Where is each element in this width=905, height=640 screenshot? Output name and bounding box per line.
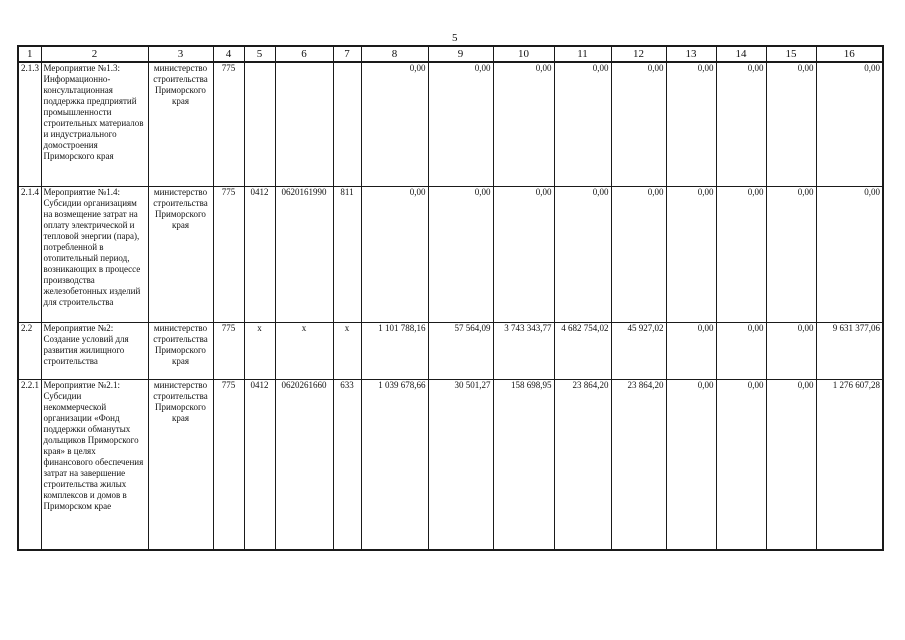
amount-cell: 0,00 xyxy=(766,186,816,322)
measure-name: Мероприятие №2.1: Субсидии некоммерческой организации «Фонд поддержки обманутых дольщиков Приморского края» в целях финансового обеспечения затрат на завершение строительства жилых комплексов и домов в Приморском крае xyxy=(41,379,148,550)
amount-cell: 0,00 xyxy=(766,322,816,379)
column-header: 8 xyxy=(361,46,428,62)
executor: министерство строительства Приморского края xyxy=(148,62,213,186)
amount-cell: 0,00 xyxy=(816,186,883,322)
column-header: 14 xyxy=(716,46,766,62)
grbs-code: 775 xyxy=(213,186,244,322)
column-header: 3 xyxy=(148,46,213,62)
amount-cell: 0,00 xyxy=(666,62,716,186)
amount-cell: 57 564,09 xyxy=(428,322,493,379)
vr-code: 811 xyxy=(333,186,361,322)
amount-cell: 0,00 xyxy=(361,186,428,322)
measure-name: Мероприятие №1.3: Информационно-консультационная поддержка предприятий промышленности строительных материалов и индустриального домостроения Приморского края xyxy=(41,62,148,186)
csr-code: 0620161990 xyxy=(275,186,333,322)
table-row xyxy=(18,322,883,379)
amount-cell: 158 698,95 xyxy=(493,379,554,550)
grbs-code: 775 xyxy=(213,62,244,186)
measure-name: Мероприятие №1.4: Субсидии организациям на возмещение затрат на оплату электрической и тепловой энергии (пара), потребленной в отопительный период, возникающих в процессе производства железобетонных изделий для строительства xyxy=(41,186,148,322)
grbs-code: 775 xyxy=(213,379,244,550)
header-row xyxy=(18,46,883,62)
amount-cell: 3 743 343,77 xyxy=(493,322,554,379)
column-header: 5 xyxy=(244,46,275,62)
column-header: 4 xyxy=(213,46,244,62)
amount-cell: 0,00 xyxy=(816,62,883,186)
column-header: 12 xyxy=(611,46,666,62)
vr-code xyxy=(333,62,361,186)
amount-cell: 0,00 xyxy=(554,186,611,322)
amount-cell: 0,00 xyxy=(716,62,766,186)
amount-cell: 1 101 788,16 xyxy=(361,322,428,379)
column-header: 11 xyxy=(554,46,611,62)
executor: министерство строительства Приморского края xyxy=(148,186,213,322)
column-header: 16 xyxy=(816,46,883,62)
column-header: 9 xyxy=(428,46,493,62)
column-header: 15 xyxy=(766,46,816,62)
amount-cell: 0,00 xyxy=(716,186,766,322)
amount-cell: 4 682 754,02 xyxy=(554,322,611,379)
rzpr-code: 0412 xyxy=(244,186,275,322)
table-row xyxy=(18,379,883,550)
row-number: 2.1.3 xyxy=(18,62,41,186)
amount-cell: 0,00 xyxy=(766,379,816,550)
column-header: 13 xyxy=(666,46,716,62)
page-number: 5 xyxy=(452,32,458,44)
rzpr-code: x xyxy=(244,322,275,379)
executor: министерство строительства Приморского края xyxy=(148,379,213,550)
table-row xyxy=(18,186,883,322)
csr-code: 0620261660 xyxy=(275,379,333,550)
vr-code: x xyxy=(333,322,361,379)
rzpr-code xyxy=(244,62,275,186)
amount-cell: 23 864,20 xyxy=(611,379,666,550)
row-number: 2.2 xyxy=(18,322,41,379)
amount-cell: 9 631 377,06 xyxy=(816,322,883,379)
amount-cell: 0,00 xyxy=(493,62,554,186)
budget-table xyxy=(17,45,884,551)
column-header: 2 xyxy=(41,46,148,62)
amount-cell: 0,00 xyxy=(611,62,666,186)
amount-cell: 1 039 678,66 xyxy=(361,379,428,550)
grbs-code: 775 xyxy=(213,322,244,379)
table-row xyxy=(18,62,883,186)
amount-cell: 0,00 xyxy=(611,186,666,322)
column-header: 6 xyxy=(275,46,333,62)
amount-cell: 0,00 xyxy=(666,186,716,322)
amount-cell: 23 864,20 xyxy=(554,379,611,550)
rzpr-code: 0412 xyxy=(244,379,275,550)
amount-cell: 0,00 xyxy=(428,62,493,186)
amount-cell: 0,00 xyxy=(666,379,716,550)
amount-cell: 0,00 xyxy=(554,62,611,186)
amount-cell: 0,00 xyxy=(666,322,716,379)
amount-cell: 45 927,02 xyxy=(611,322,666,379)
amount-cell: 30 501,27 xyxy=(428,379,493,550)
column-header: 10 xyxy=(493,46,554,62)
amount-cell: 0,00 xyxy=(716,379,766,550)
column-header: 1 xyxy=(18,46,41,62)
vr-code: 633 xyxy=(333,379,361,550)
measure-name: Мероприятие №2: Создание условий для развития жилищного строительства xyxy=(41,322,148,379)
amount-cell: 0,00 xyxy=(716,322,766,379)
amount-cell: 0,00 xyxy=(361,62,428,186)
csr-code xyxy=(275,62,333,186)
amount-cell: 0,00 xyxy=(766,62,816,186)
amount-cell: 1 276 607,28 xyxy=(816,379,883,550)
column-header: 7 xyxy=(333,46,361,62)
csr-code: x xyxy=(275,322,333,379)
amount-cell: 0,00 xyxy=(428,186,493,322)
executor: министерство строительства Приморского края xyxy=(148,322,213,379)
row-number: 2.2.1 xyxy=(18,379,41,550)
row-number: 2.1.4 xyxy=(18,186,41,322)
amount-cell: 0,00 xyxy=(493,186,554,322)
